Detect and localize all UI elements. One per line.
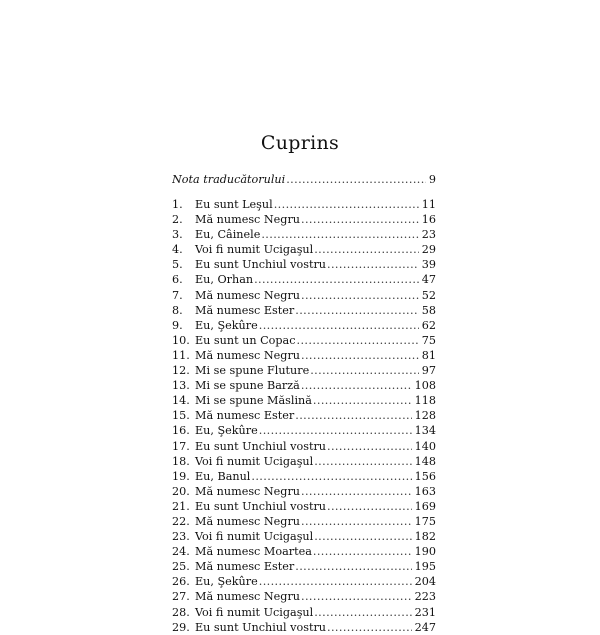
dot-leader: [301, 514, 412, 529]
dot-leader: [314, 242, 419, 257]
toc-entry-label: Mă numesc Ester: [195, 560, 295, 574]
dot-leader: [301, 212, 419, 227]
toc-entry: [172, 423, 436, 438]
toc-entry: [172, 454, 436, 469]
toc-entry-page: 182: [414, 530, 436, 544]
dot-leader: [313, 393, 412, 408]
dot-leader: [286, 172, 426, 187]
toc-entry-number: 7.: [172, 288, 183, 302]
toc-entry: [172, 272, 436, 287]
toc-entry-page: 223: [414, 590, 436, 604]
toc-entry-page: 47: [421, 273, 436, 287]
toc-entry-number: 27.: [172, 590, 190, 604]
toc-entry-number: 21.: [172, 499, 190, 513]
toc-entry: [172, 514, 436, 529]
toc-entry: [172, 544, 436, 559]
toc-entry-number: 20.: [172, 484, 190, 498]
toc-entry-page: 204: [414, 575, 436, 589]
toc-note: [172, 172, 436, 187]
dot-leader: [327, 620, 412, 635]
toc-entry-number: 17.: [172, 439, 190, 453]
toc-chapter-list: [172, 197, 436, 635]
toc-entry-label: Eu, Orhan: [195, 273, 254, 287]
dot-leader: [327, 257, 419, 272]
toc-entry-page: 39: [421, 258, 436, 272]
toc-entry-label: Mă numesc Ester: [195, 303, 295, 317]
dot-leader: [314, 529, 411, 544]
dot-leader: [295, 559, 411, 574]
toc-entry-label: Voi fi numit Ucigaşul: [195, 605, 314, 619]
toc-entry: [172, 197, 436, 212]
toc-entry-page: 134: [414, 424, 436, 438]
toc-entry: [172, 574, 436, 589]
toc-entry: [172, 559, 436, 574]
toc-entry: [172, 303, 436, 318]
toc-entry: [172, 363, 436, 378]
page-title: Cuprins: [260, 132, 340, 154]
toc-entry-page: 29: [421, 243, 436, 257]
toc-entry-number: 25.: [172, 560, 190, 574]
toc-entry-number: 11.: [172, 348, 190, 362]
dot-leader: [295, 408, 411, 423]
toc-entry-number: 22.: [172, 514, 190, 528]
dot-leader: [261, 227, 418, 242]
toc-entry-number: 28.: [172, 605, 190, 619]
toc-entry-label: Mă numesc Negru: [195, 288, 301, 302]
toc-entry-number: 10.: [172, 333, 190, 347]
toc-entry-page: 16: [421, 213, 436, 227]
toc-entry-label: Mă numesc Negru: [195, 484, 301, 498]
toc-entry-page: 140: [414, 439, 436, 453]
toc-entry-page: 169: [414, 499, 436, 513]
toc-entry-label: Eu, Câinele: [195, 228, 261, 242]
toc-entry-number: 4.: [172, 243, 183, 257]
toc-entry-label: Voi fi numit Ucigaşul: [195, 454, 314, 468]
dot-leader: [259, 318, 419, 333]
toc-entry: [172, 227, 436, 242]
toc-entry-number: 1.: [172, 198, 183, 211]
toc-entry-label: Eu, Banul: [195, 469, 251, 483]
toc-entry-label: Eu sunt Unchiul vostru: [195, 620, 326, 634]
toc-entry-label: Eu sunt Unchiul vostru: [195, 439, 326, 453]
toc-entry: [172, 499, 436, 514]
toc-entry-number: 19.: [172, 469, 190, 483]
toc-entry: [172, 212, 436, 227]
toc-entry-page: 190: [414, 545, 436, 559]
dot-leader: [254, 272, 419, 287]
dot-leader: [327, 499, 412, 514]
toc-entry-label: Mi se spune Măslină: [195, 394, 312, 408]
dot-leader: [295, 303, 418, 318]
toc-entry-page: 52: [421, 288, 436, 302]
toc-entry: [172, 589, 436, 604]
toc-entry-number: 12.: [172, 364, 190, 378]
toc-entry-page: 175: [414, 514, 436, 528]
toc-entry-label: Mă numesc Moartea: [195, 545, 312, 559]
toc-entry-label: Mă numesc Negru: [195, 514, 301, 528]
toc-entry-page: 247: [414, 620, 436, 634]
toc-entry: [172, 469, 436, 484]
dot-leader: [327, 439, 412, 454]
toc-entry-page: 62: [421, 318, 436, 332]
toc-entry-number: 5.: [172, 258, 183, 272]
toc-entry-number: 15.: [172, 409, 190, 423]
toc-entry-page: 11: [421, 198, 436, 211]
toc-entry-number: 24.: [172, 545, 190, 559]
toc-entry: [172, 333, 436, 348]
dot-leader: [259, 574, 412, 589]
toc-entry: [172, 348, 436, 363]
toc-entry-label: Mă numesc Ester: [195, 409, 295, 423]
toc-entry-number: 18.: [172, 454, 190, 468]
toc-entry-number: 3.: [172, 228, 183, 242]
dot-leader: [301, 378, 412, 393]
toc-entry: [172, 484, 436, 499]
toc-entry-page: 163: [414, 484, 436, 498]
toc-entry-page: 58: [421, 303, 436, 317]
toc-entry-number: 16.: [172, 424, 190, 438]
toc-entry: [172, 393, 436, 408]
toc-entry-label: Nota traducătorului: [172, 173, 286, 186]
dot-leader: [297, 333, 419, 348]
toc-entry-note: [172, 172, 436, 187]
toc-entry-page: 81: [421, 348, 436, 362]
toc-entry: [172, 378, 436, 393]
dot-leader: [314, 605, 411, 620]
toc-entry-number: 9.: [172, 318, 183, 332]
toc-entry-label: Mă numesc Negru: [195, 213, 301, 227]
toc-entry-label: Eu sunt Leşul: [195, 198, 273, 211]
toc-entry-number: 8.: [172, 303, 183, 317]
toc-entry-label: Eu sunt Unchiul vostru: [195, 258, 326, 272]
toc-entry-page: 148: [414, 454, 436, 468]
toc-entry-page: 118: [414, 394, 436, 408]
toc-entry: [172, 620, 436, 635]
toc-entry-label: Mă numesc Negru: [195, 590, 301, 604]
toc-entry: [172, 257, 436, 272]
dot-leader: [301, 589, 412, 604]
toc-entry-label: Eu, Şekûre: [195, 318, 258, 332]
dot-leader: [274, 197, 419, 212]
toc-entry-number: 23.: [172, 530, 190, 544]
toc-entry-number: 6.: [172, 273, 183, 287]
toc-entry-number: 26.: [172, 575, 190, 589]
toc-entry: [172, 605, 436, 620]
dot-leader: [310, 363, 419, 378]
toc-entry-label: Eu sunt un Copac: [195, 333, 296, 347]
toc-entry: [172, 439, 436, 454]
toc-entry-label: Voi fi numit Ucigaşul: [195, 530, 314, 544]
toc-entry-number: 29.: [172, 620, 190, 634]
toc-entry: [172, 408, 436, 423]
toc-entry-label: Eu sunt Unchiul vostru: [195, 499, 326, 513]
toc-entry: [172, 242, 436, 257]
toc-entry-page: 231: [414, 605, 436, 619]
toc-entry: [172, 288, 436, 303]
dot-leader: [301, 288, 419, 303]
toc-entry-label: Eu, Şekûre: [195, 575, 258, 589]
toc-entry-page: 75: [421, 333, 436, 347]
toc-entry: [172, 318, 436, 333]
toc-entry-page: 23: [421, 228, 436, 242]
toc-entry-number: 13.: [172, 379, 190, 393]
dot-leader: [314, 454, 411, 469]
toc-entry-label: Mi se spune Barză: [195, 379, 300, 393]
dot-leader: [301, 348, 419, 363]
dot-leader: [251, 469, 411, 484]
dot-leader: [313, 544, 412, 559]
toc-entry-page: 108: [414, 379, 436, 393]
toc-entry-label: Eu, Şekûre: [195, 424, 258, 438]
toc-entry-number: 14.: [172, 394, 190, 408]
toc-entry-label: Voi fi numit Ucigaşul: [195, 243, 314, 257]
dot-leader: [301, 484, 412, 499]
toc-entry-number: 2.: [172, 213, 183, 227]
toc-entry-page: 156: [414, 469, 436, 483]
toc-entry-label: Mă numesc Negru: [195, 348, 301, 362]
toc-entry-page: 195: [414, 560, 436, 574]
toc-entry-page: 9: [428, 173, 436, 186]
toc-entry: [172, 529, 436, 544]
dot-leader: [259, 423, 412, 438]
toc-entry-page: 97: [421, 364, 436, 378]
toc-entry-label: Mi se spune Fluture: [195, 364, 310, 378]
toc-entry-page: 128: [414, 409, 436, 423]
